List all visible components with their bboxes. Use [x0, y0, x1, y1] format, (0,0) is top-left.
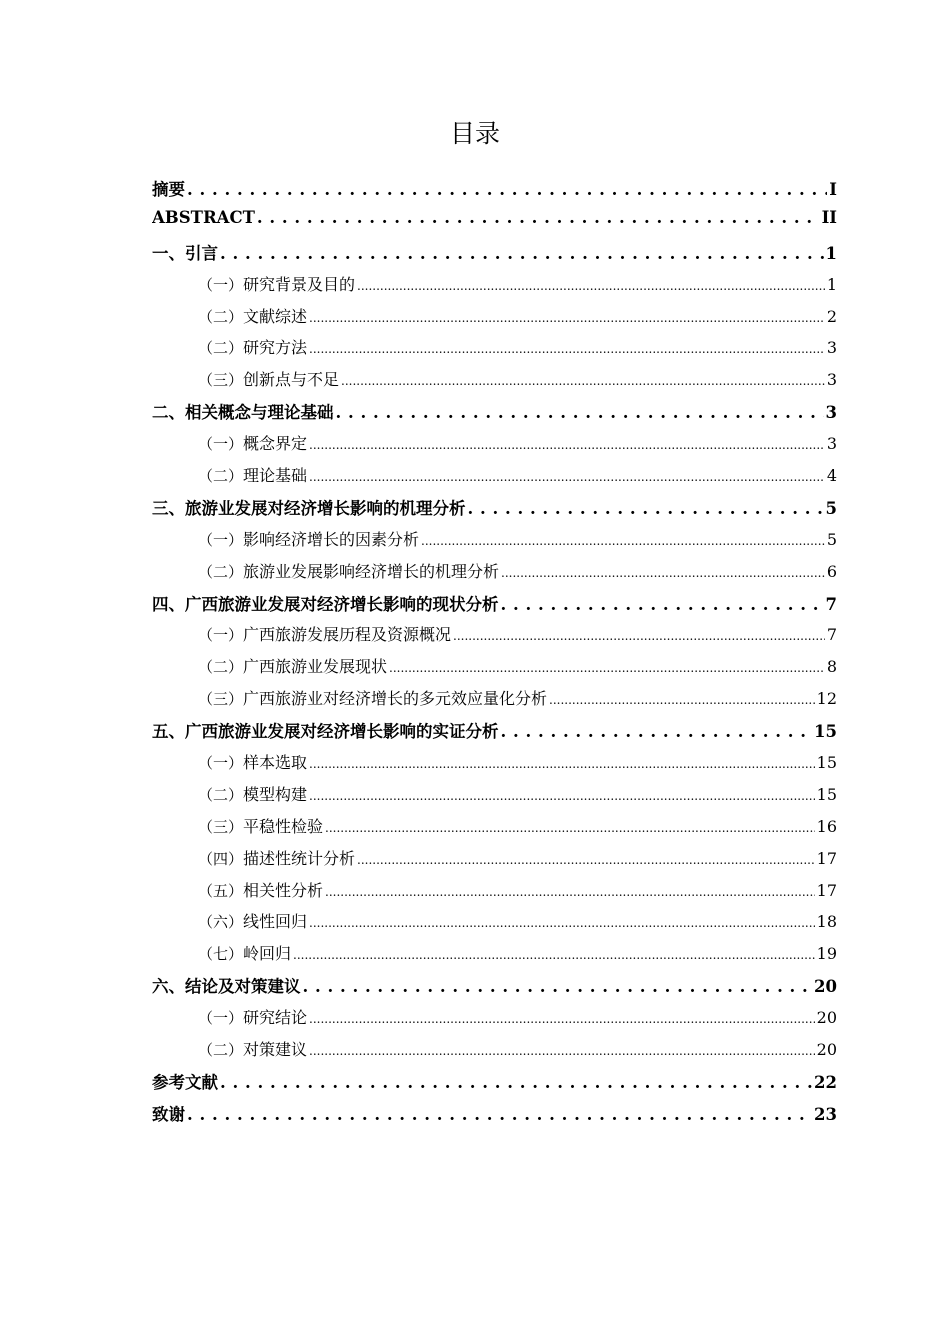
toc-entry-label: 旅游业发展对经济增长影响的机理分析: [185, 498, 466, 518]
toc-dot-leader: [303, 977, 813, 996]
toc-chapter-entry[interactable]: [152, 1101, 837, 1133]
toc-entry-label: 研究背景及目的: [243, 274, 356, 294]
toc-entry-number: （二）: [198, 467, 244, 486]
toc-page-number: 7: [825, 594, 837, 614]
toc-page-number: 17: [816, 848, 837, 868]
toc-page-number: 17: [816, 880, 837, 900]
toc-page-number: 20: [816, 1040, 837, 1060]
toc-chapter-entry[interactable]: [152, 176, 837, 208]
toc-entry-label: 广西旅游业对经济增长的多元效应量化分析: [243, 689, 548, 709]
toc-entry-number: （二）: [198, 785, 244, 804]
toc-entry-label: 旅游业发展影响经济增长的机理分析: [243, 561, 500, 581]
toc-dot-leader: [309, 753, 815, 772]
toc-entry-number: （七）: [198, 945, 244, 964]
toc-dot-leader: [501, 722, 813, 741]
toc-entry-number: （一）: [198, 530, 244, 549]
toc-dot-leader: [187, 180, 827, 199]
toc-section-entry[interactable]: [152, 1005, 837, 1037]
toc-dot-leader: [309, 338, 825, 357]
toc-entry-number: （五）: [198, 881, 244, 900]
toc-entry-label: 结论及对策建议: [185, 977, 301, 997]
toc-dot-leader: [325, 817, 815, 836]
toc-dot-leader: [336, 403, 824, 422]
toc-dot-leader: [309, 434, 825, 453]
toc-page-number: I: [829, 180, 837, 199]
toc-entry-label: 摘要: [152, 180, 185, 199]
toc-entry-label: 描述性统计分析: [243, 848, 356, 868]
toc-entry-label: 模型构建: [243, 784, 308, 804]
toc-entry-label: 广西旅游发展历程及资源概况: [243, 625, 452, 645]
toc-entry-number: （四）: [198, 849, 244, 868]
toc-entry-label: 岭回归: [243, 944, 292, 964]
toc-entry-number: （二）: [198, 658, 244, 677]
toc-chapter-entry[interactable]: [152, 718, 837, 750]
toc-dot-leader: [501, 595, 824, 614]
toc-entry-label: 文献综述: [243, 306, 308, 326]
toc-section-entry[interactable]: [152, 272, 837, 304]
toc-chapter-entry[interactable]: [152, 240, 837, 272]
toc-entry-label: 研究方法: [243, 338, 308, 358]
toc-section-entry[interactable]: [152, 559, 837, 591]
toc-entry-label: 平稳性检验: [243, 816, 324, 836]
toc-page-number: 15: [816, 784, 837, 804]
toc-dot-leader: [325, 881, 815, 900]
toc-chapter-entry[interactable]: [152, 399, 837, 431]
toc-dot-leader: [468, 499, 824, 518]
toc-entry-number: （一）: [198, 275, 244, 294]
toc-dot-leader: [309, 1008, 815, 1027]
toc-section-entry[interactable]: [152, 367, 837, 399]
toc-page-number: 22: [814, 1072, 837, 1092]
toc-page-number: 3: [826, 338, 837, 358]
page-title: 目录: [449, 119, 500, 148]
toc-page-number: 23: [814, 1104, 837, 1124]
toc-page-number: II: [821, 207, 837, 227]
toc-entry-number: 六、: [152, 977, 185, 997]
toc-entry-number: （二）: [198, 1041, 244, 1060]
toc-page-number: 18: [816, 912, 837, 932]
toc-page-number: 19: [816, 944, 837, 964]
toc-page-number: 3: [825, 403, 837, 423]
toc-entry-number: 一、: [152, 243, 185, 263]
toc-chapter-entry[interactable]: [152, 973, 837, 1005]
toc-dot-leader: [220, 244, 824, 263]
toc-entry-label: 参考文献: [152, 1072, 218, 1092]
toc-section-entry[interactable]: [152, 463, 837, 495]
toc-entry-number: （一）: [198, 626, 244, 645]
toc-page-number: 2: [826, 306, 837, 326]
toc-page-number: 15: [814, 722, 837, 742]
toc-entry-number: （一）: [198, 1009, 244, 1028]
toc-dot-leader: [549, 689, 815, 708]
toc-dot-leader: [309, 1040, 815, 1059]
toc-section-entry[interactable]: [152, 686, 837, 718]
toc-page-number: 4: [826, 466, 837, 486]
toc-section-entry[interactable]: [152, 335, 837, 367]
toc-dot-leader: [501, 562, 825, 581]
toc-section-entry[interactable]: [152, 304, 837, 336]
toc-dot-leader: [341, 370, 825, 389]
toc-entry-number: （三）: [198, 817, 244, 836]
toc-dot-leader: [453, 625, 825, 644]
toc-page-number: 16: [816, 816, 837, 836]
toc-page-number: 7: [826, 625, 837, 645]
toc-section-entry[interactable]: [152, 878, 837, 910]
toc-page-number: 5: [825, 498, 837, 518]
toc-entry-number: （一）: [198, 754, 244, 773]
toc-dot-leader: [389, 657, 825, 676]
toc-entry-number: （二）: [198, 307, 244, 326]
toc-page-number: 15: [816, 753, 837, 773]
toc-entry-number: （三）: [198, 371, 244, 390]
toc-dot-leader: [309, 912, 815, 931]
toc-chapter-entry[interactable]: [152, 495, 837, 527]
toc-entry-label: 引言: [185, 243, 218, 263]
toc-dot-leader: [309, 307, 825, 326]
toc-entry-number: （六）: [198, 913, 244, 932]
toc-section-entry[interactable]: [152, 814, 837, 846]
toc-dot-leader: [357, 849, 815, 868]
toc-page-number: 5: [826, 529, 837, 549]
toc-entry-label: 广西旅游业发展对经济增长影响的实证分析: [185, 722, 499, 742]
toc-entry-label: 线性回归: [243, 912, 308, 932]
toc-dot-leader: [309, 785, 815, 804]
toc-section-entry[interactable]: [152, 527, 837, 559]
toc-page-number: 1: [826, 274, 837, 294]
toc-dot-leader: [293, 944, 815, 963]
toc-entry-label: 相关性分析: [243, 880, 324, 900]
toc-entry-label: 影响经济增长的因素分析: [243, 529, 420, 549]
toc-entry-label: 概念界定: [243, 434, 308, 454]
toc-dot-leader: [220, 1073, 812, 1092]
toc-entry-number: 五、: [152, 722, 185, 742]
toc-page-number: 20: [816, 1008, 837, 1028]
toc-page-number: 3: [826, 434, 837, 454]
toc-section-entry[interactable]: [152, 750, 837, 782]
toc-entry-number: 二、: [152, 403, 185, 423]
toc-entry-label: 样本选取: [243, 753, 308, 773]
toc-entry-label: 创新点与不足: [243, 370, 340, 390]
toc-entry-label: 对策建议: [243, 1040, 308, 1060]
toc-section-entry[interactable]: [152, 1037, 837, 1069]
toc-section-entry[interactable]: [152, 431, 837, 463]
toc-entry-number: （一）: [198, 435, 244, 454]
toc-page-number: 12: [816, 689, 837, 709]
toc-entry-label: 研究结论: [243, 1008, 308, 1028]
toc-entry-label: 广西旅游业发展对经济增长影响的现状分析: [185, 594, 499, 614]
toc-section-entry[interactable]: [152, 941, 837, 973]
toc-section-entry[interactable]: [152, 846, 837, 878]
toc-section-entry[interactable]: [152, 782, 837, 814]
toc-entry-label: 理论基础: [243, 466, 308, 486]
toc-entry-number: 四、: [152, 594, 185, 614]
toc-entry-number: （二）: [198, 339, 244, 358]
toc-page-number: 1: [825, 243, 837, 263]
toc-chapter-entry[interactable]: [152, 1069, 837, 1101]
toc-entry-number: （二）: [198, 562, 244, 581]
toc-page-number: 8: [826, 657, 837, 677]
toc-page-number: 6: [826, 561, 837, 581]
toc-entry-label: 相关概念与理论基础: [185, 403, 334, 423]
toc-entry-label: 广西旅游业发展现状: [243, 657, 388, 677]
toc-section-entry[interactable]: [152, 654, 837, 686]
toc-chapter-entry[interactable]: [152, 591, 837, 623]
toc-dot-leader: [257, 208, 820, 227]
toc-entry-number: 三、: [152, 498, 185, 518]
toc-entry-label: ABSTRACT: [152, 207, 255, 227]
table-of-contents: [152, 176, 837, 1133]
toc-entry-number: （三）: [198, 690, 244, 709]
toc-chapter-entry[interactable]: [152, 208, 837, 240]
toc-page-number: 20: [814, 977, 837, 997]
toc-page-number: 3: [826, 370, 837, 390]
toc-dot-leader: [309, 466, 825, 485]
toc-dot-leader: [357, 275, 825, 294]
toc-section-entry[interactable]: [152, 622, 837, 654]
toc-section-entry[interactable]: [152, 909, 837, 941]
toc-entry-label: 致谢: [152, 1104, 185, 1124]
toc-dot-leader: [187, 1105, 812, 1124]
toc-dot-leader: [421, 530, 825, 549]
